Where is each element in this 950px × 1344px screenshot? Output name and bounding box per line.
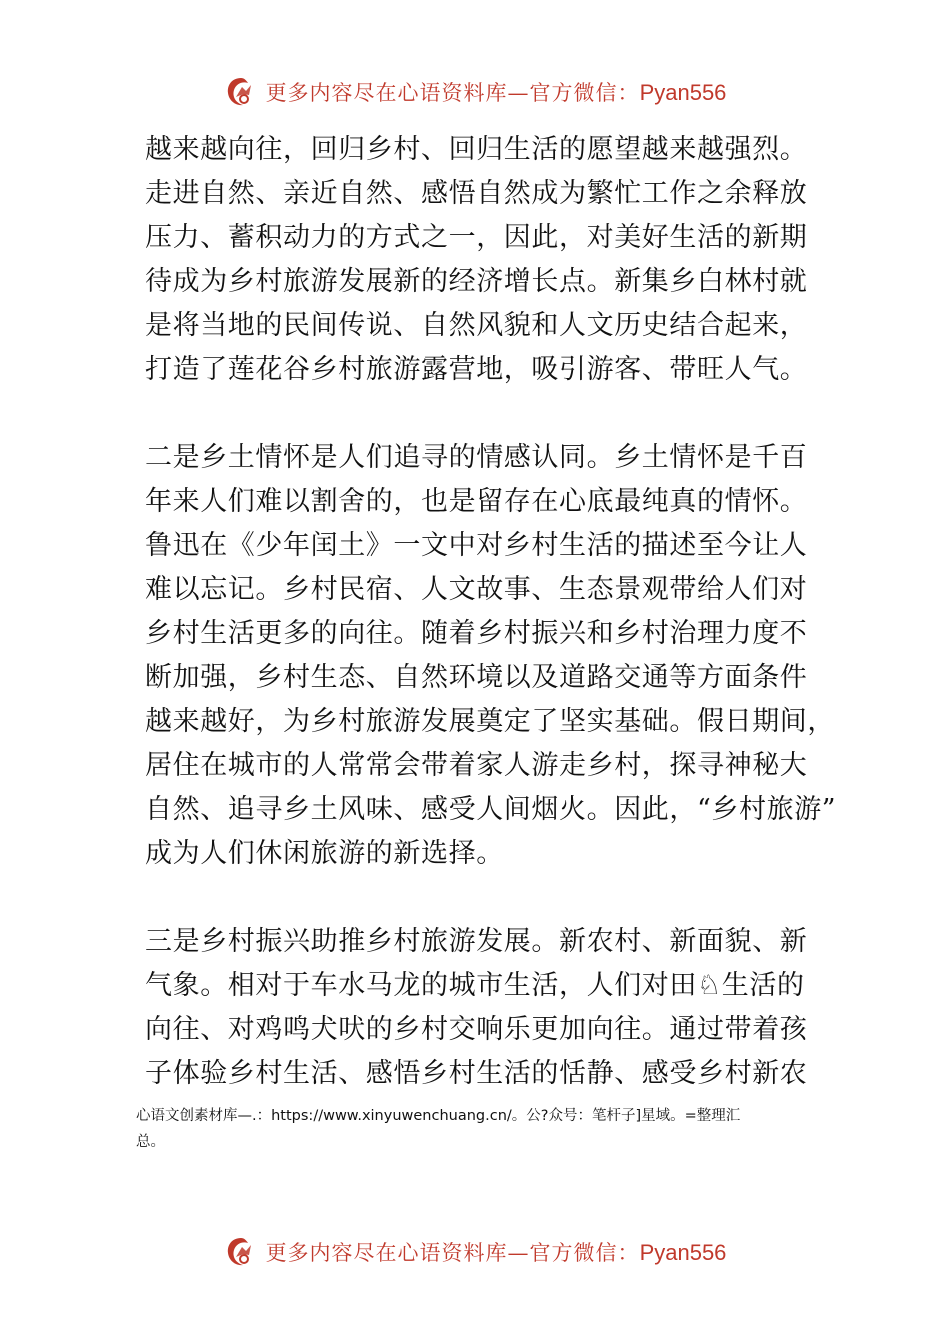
header-banner [0, 72, 950, 112]
text-line: 是将当地的民间传说、自然风貌和人文历史结合起来， [145, 310, 808, 341]
text-line: 乡村生活更多的向往。随着乡村振兴和乡村治理力度不 [145, 618, 808, 649]
text-line: 走进自然、亲近自然、感悟自然成为繁忙工作之余释放 [145, 178, 808, 209]
text-line: 越来越好，为乡村旅游发展奠定了坚实基础。假日期间， [145, 706, 835, 737]
footer-banner [0, 1232, 950, 1272]
wechat-id: Pyan556 [639, 80, 727, 105]
text-line: 打造了莲花谷乡村旅游露营地，吸引游客、带旺人气。 [145, 354, 808, 385]
source-note-line: 总。 [136, 1134, 165, 1150]
wechat-id: Pyan556 [639, 1240, 727, 1265]
text-line: 待成为乡村旅游发展新的经济增长点。新集乡白林村就 [145, 266, 808, 297]
text-line: 向往、对鸡鸣犬吠的乡村交响乐更加向往。通过带着孩 [145, 1014, 808, 1045]
paragraph-3 [145, 920, 825, 1096]
text-line: 鲁迅在《少年闰土》一文中对乡村生活的描述至今让人 [145, 530, 808, 561]
source-note [136, 1103, 856, 1155]
banner-text: 更多内容尽在心语资料库—官方微信：Pyan556 [265, 1240, 727, 1265]
document-body [145, 128, 837, 1096]
source-note-line: 心语文创素材库—.：https://www.xinyuwenchuang.cn/。公?众号：笔杆子]星域。=整理汇 [136, 1108, 741, 1124]
paragraph-2 [145, 436, 837, 876]
paragraph-1 [145, 128, 825, 392]
banner-text: 更多内容尽在心语资料库—官方微信：Pyan556 [265, 80, 727, 105]
text-line: 年来人们难以割舍的，也是留存在心底最纯真的情怀。 [145, 486, 808, 517]
text-line: 压力、蓄积动力的方式之一，因此，对美好生活的新期 [145, 222, 808, 253]
text-line: 难以忘记。乡村民宿、人文故事、生态景观带给人们对 [145, 574, 808, 605]
text-line: 断加强，乡村生态、自然环境以及道路交通等方面条件 [145, 662, 808, 693]
text-line: 三是乡村振兴助推乡村旅游发展。新农村、新面貌、新 [145, 926, 808, 957]
text-line: 成为人们休闲旅游的新选择。 [145, 838, 504, 869]
text-line: 子体验乡村生活、感悟乡村生活的恬静、感受乡村新农 [145, 1058, 808, 1089]
paragraph-gap [145, 876, 825, 920]
logo-icon [224, 75, 258, 109]
text-line: 自然、追寻乡土风味、感受人间烟火。因此，“乡村旅游” [145, 794, 837, 825]
text-line: 气象。相对于车水马龙的城市生活，人们对田♘生活的 [145, 970, 805, 1001]
logo-icon [224, 1235, 258, 1269]
text-line: 二是乡土情怀是人们追寻的情感认同。乡土情怀是千百 [145, 442, 808, 473]
paragraph-gap [145, 392, 825, 436]
text-line: 居住在城市的人常常会带着家人游走乡村，探寻神秘大 [145, 750, 808, 781]
text-line: 越来越向往，回归乡村、回归生活的愿望越来越强烈。 [145, 134, 808, 165]
